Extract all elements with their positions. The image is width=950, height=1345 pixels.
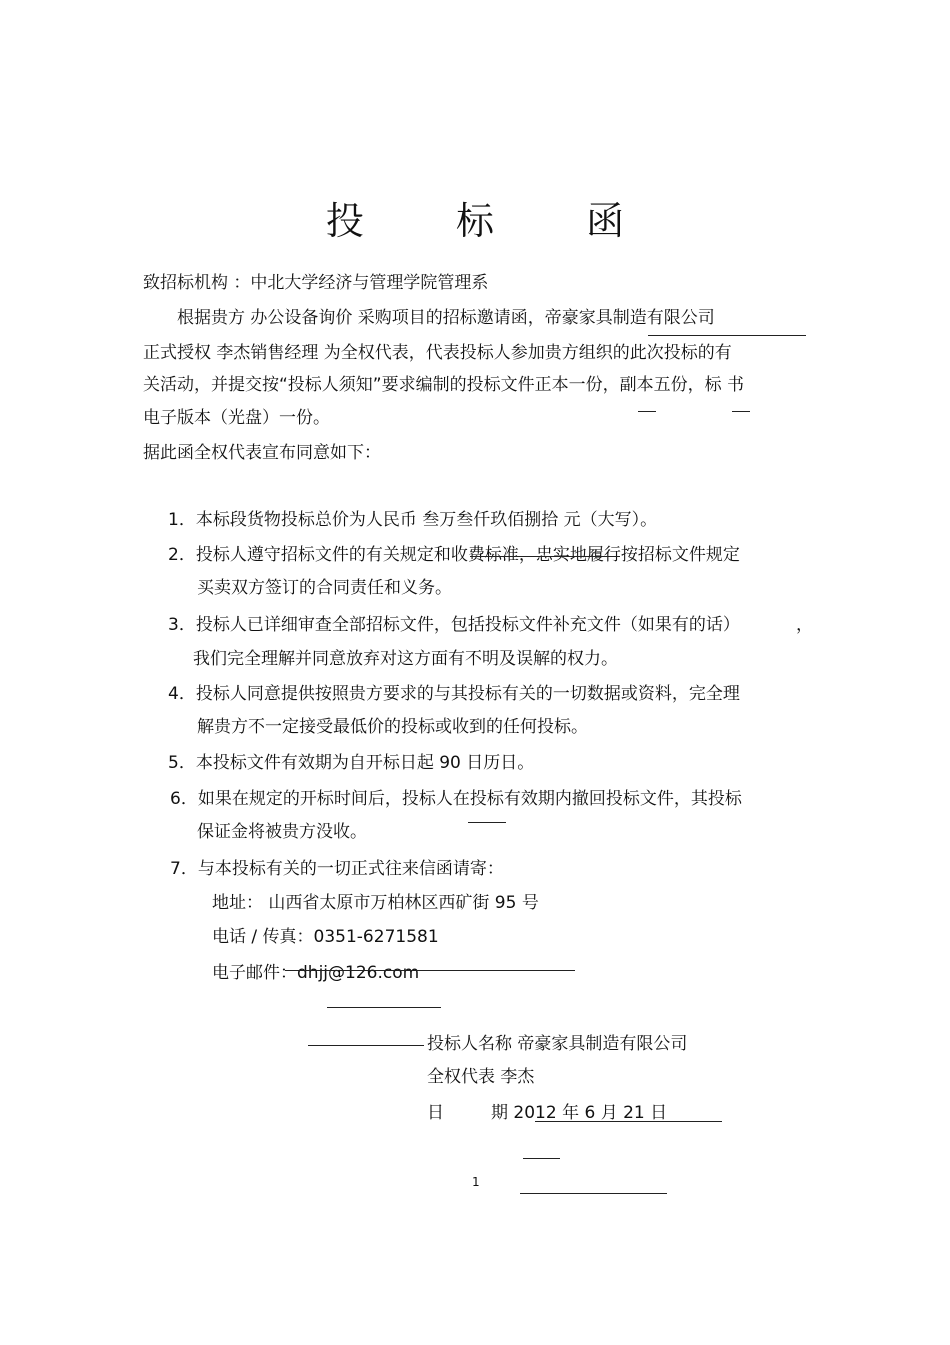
date-value: 期 2012 年 6 月 21 日 [491,1103,668,1123]
item-2-line-2: 买卖双方签订的合同责任和义务。 [197,578,452,598]
item-5: 5．本投标文件有效期为自开标日起 90 日历日。 [168,753,535,773]
underline [732,411,750,412]
underline [535,1121,722,1122]
item-3-line-1: 3．投标人已详细审查全部招标文件，包括投标文件补充文件（如果有的话） [168,615,740,635]
page-number: 1 [472,1175,480,1189]
underline [308,1045,424,1046]
addressee-line: 致招标机构 ：中北大学经济与管理学院管理系 [143,273,489,293]
declaration-line: 据此函全权代表宣布同意如下： [143,443,381,463]
underline [468,822,506,823]
underline [327,1007,441,1008]
item-3-comma: ， [796,615,813,635]
intro-line-4: 电子版本（光盘）一份。 [143,408,330,428]
underline [520,1193,667,1194]
contact-email: 电子邮件：dhjj@126.com [212,963,420,983]
item-4-line-2: 解贵方不一定接受最低价的投标或收到的任何投标。 [197,717,588,737]
item-2-line-1: 2．投标人遵守招标文件的有关规定和收费标准，忠实地履行按招标文件规定 [168,545,740,565]
intro-line-2: 正式授权 李杰销售经理 为全权代表，代表投标人参加贵方组织的此次投标的有 [143,343,732,363]
contact-phone: 电话 / 传真：0351-6271581 [212,927,439,947]
page-title: 投 标 函 [325,199,665,243]
item-6-line-2: 保证金将被贵方没收。 [197,822,367,842]
item-3-line-2: 我们完全理解并同意放弃对这方面有不明及误解的权力。 [193,649,618,669]
underline [638,411,656,412]
contact-address: 地址： 山西省太原市万柏林区西矿街 95 号 [212,893,539,913]
underline [523,1158,560,1159]
item-7: 7．与本投标有关的一切正式往来信函请寄： [170,859,504,879]
intro-line-3: 关活动，并提交按“投标人须知”要求编制的投标文件正本一份，副本五份，标 书 [143,375,745,395]
strike-line [470,556,620,557]
underline [285,970,575,971]
item-4-line-1: 4．投标人同意提供按照贵方要求的与其投标有关的一切数据或资料，完全理 [168,684,740,704]
date-label: 日 [427,1103,444,1123]
underline [648,335,806,336]
item-1: 1．本标段货物投标总价为人民币 叁万叁仟玖佰捌拾 元（大写）。 [168,510,658,530]
representative: 全权代表 李杰 [427,1067,535,1087]
bidder-name: 投标人名称 帝豪家具制造有限公司 [427,1034,688,1054]
item-6-line-1: 6．如果在规定的开标时间后，投标人在投标有效期内撤回投标文件，其投标 [170,789,742,809]
intro-line-1: 根据贵方 办公设备询价 采购项目的招标邀请函，帝豪家具制造有限公司 [177,308,715,328]
